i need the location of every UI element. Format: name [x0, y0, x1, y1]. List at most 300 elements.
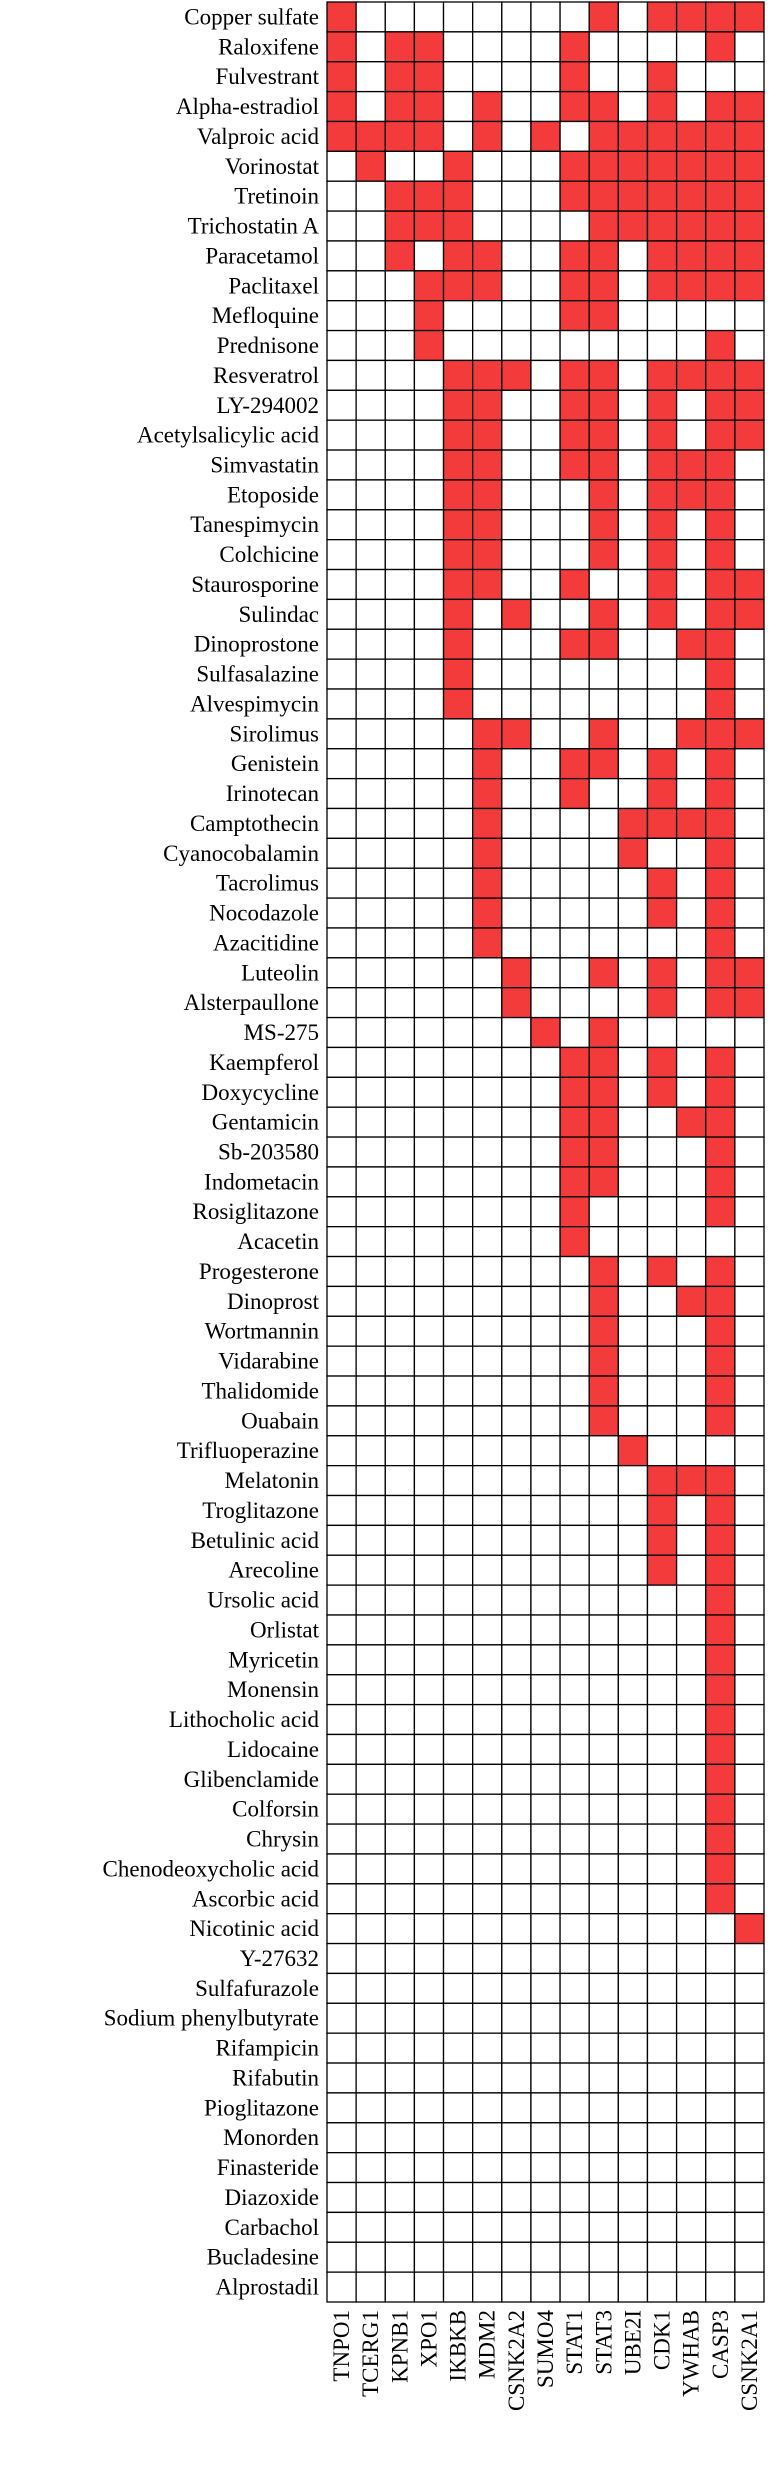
cell-betulinic-acid-ikbkb — [444, 1525, 473, 1555]
cell-colforsin-mdm2 — [473, 1794, 502, 1824]
cell-sirolimus-csnk2a2 — [502, 719, 531, 749]
cell-progesterone-csnk2a2 — [502, 1257, 531, 1287]
cell-paclitaxel-csnk2a2 — [502, 271, 531, 301]
cell-monensin-xpo1 — [414, 1675, 443, 1705]
cell-raloxifene-ywhab — [677, 32, 706, 62]
cell-diazoxide-ikbkb — [444, 2183, 473, 2213]
cell-rosiglitazone-tcerg1 — [356, 1197, 385, 1227]
cell-colforsin-tcerg1 — [356, 1794, 385, 1824]
cell-acacetin-ikbkb — [444, 1227, 473, 1257]
cell-dinoprostone-mdm2 — [473, 629, 502, 659]
cell-kaempferol-sumo4 — [531, 1047, 560, 1077]
cell-finasteride-mdm2 — [473, 2153, 502, 2183]
cell-melatonin-mdm2 — [473, 1466, 502, 1496]
cell-camptothecin-sumo4 — [531, 808, 560, 838]
cell-colforsin-kpnb1 — [385, 1794, 414, 1824]
row-label-camptothecin: Camptothecin — [189, 810, 319, 836]
cell-alprostadil-xpo1 — [414, 2272, 443, 2302]
cell-camptothecin-casp3 — [706, 808, 735, 838]
cell-paracetamol-tnpo1 — [327, 241, 356, 271]
cell-lidocaine-casp3 — [706, 1734, 735, 1764]
cell-sulfafurazole-casp3 — [706, 1973, 735, 2003]
cell-glibenclamide-casp3 — [706, 1764, 735, 1794]
cell-rifabutin-tcerg1 — [356, 2063, 385, 2093]
cell-sirolimus-casp3 — [706, 719, 735, 749]
cell-glibenclamide-ikbkb — [444, 1764, 473, 1794]
cell-alpha-estradiol-casp3 — [706, 92, 735, 122]
cell-tanespimycin-csnk2a1 — [735, 510, 764, 540]
cell-alpha-estradiol-tnpo1 — [327, 92, 356, 122]
cell-alsterpaullone-xpo1 — [414, 988, 443, 1018]
row-label-acetylsalicylic-acid: Acetylsalicylic acid — [136, 422, 319, 448]
column-label-cdk1: CDK1 — [649, 2310, 675, 2371]
cell-thalidomide-mdm2 — [473, 1376, 502, 1406]
cell-ms-275-casp3 — [706, 1018, 735, 1048]
cell-doxycycline-casp3 — [706, 1077, 735, 1107]
cell-ursolic-acid-ywhab — [677, 1585, 706, 1615]
cell-sb-203580-tcerg1 — [356, 1137, 385, 1167]
cell-finasteride-csnk2a1 — [735, 2153, 764, 2183]
cell-colchicine-sumo4 — [531, 540, 560, 570]
cell-kaempferol-tcerg1 — [356, 1047, 385, 1077]
cell-ursolic-acid-kpnb1 — [385, 1585, 414, 1615]
cell-y-27632-tcerg1 — [356, 1944, 385, 1974]
cell-arecoline-csnk2a2 — [502, 1555, 531, 1585]
cell-alvespimycin-ube2i — [618, 689, 647, 719]
cell-dinoprost-stat1 — [560, 1286, 589, 1316]
cell-ursolic-acid-csnk2a1 — [735, 1585, 764, 1615]
cell-camptothecin-ikbkb — [444, 808, 473, 838]
cell-paracetamol-stat1 — [560, 241, 589, 271]
cell-kaempferol-stat1 — [560, 1047, 589, 1077]
cell-paclitaxel-cdk1 — [647, 271, 676, 301]
cell-thalidomide-stat1 — [560, 1376, 589, 1406]
cell-paracetamol-mdm2 — [473, 241, 502, 271]
cell-prednisone-xpo1 — [414, 331, 443, 361]
row-label-finasteride: Finasteride — [216, 2155, 319, 2181]
row-label-fulvestrant: Fulvestrant — [215, 64, 319, 90]
cell-monorden-mdm2 — [473, 2123, 502, 2153]
cell-orlistat-stat3 — [589, 1615, 618, 1645]
row-label-prednisone: Prednisone — [216, 333, 319, 359]
cell-progesterone-mdm2 — [473, 1257, 502, 1287]
cell-trichostatin-a-mdm2 — [473, 211, 502, 241]
cell-y-27632-tnpo1 — [327, 1944, 356, 1974]
cell-indometacin-tcerg1 — [356, 1167, 385, 1197]
row-label-irinotecan: Irinotecan — [225, 781, 319, 807]
cell-tanespimycin-xpo1 — [414, 510, 443, 540]
cell-arecoline-csnk2a1 — [735, 1555, 764, 1585]
row-label-luteolin: Luteolin — [241, 960, 319, 986]
cell-sulfafurazole-stat1 — [560, 1973, 589, 2003]
cell-lidocaine-tcerg1 — [356, 1734, 385, 1764]
cell-carbachol-ikbkb — [444, 2212, 473, 2242]
cell-simvastatin-stat1 — [560, 450, 589, 480]
cell-staurosporine-csnk2a1 — [735, 570, 764, 600]
row-label-mefloquine: Mefloquine — [211, 303, 319, 329]
cell-luteolin-ywhab — [677, 958, 706, 988]
cell-chenodeoxycholic-acid-csnk2a2 — [502, 1854, 531, 1884]
cell-acacetin-tcerg1 — [356, 1227, 385, 1257]
cell-cyanocobalamin-ube2i — [618, 838, 647, 868]
cell-colchicine-tnpo1 — [327, 540, 356, 570]
cell-genistein-tcerg1 — [356, 749, 385, 779]
cell-lithocholic-acid-stat1 — [560, 1705, 589, 1735]
cell-monorden-tcerg1 — [356, 2123, 385, 2153]
cell-sirolimus-sumo4 — [531, 719, 560, 749]
cell-dinoprostone-stat3 — [589, 629, 618, 659]
cell-trichostatin-a-ikbkb — [444, 211, 473, 241]
cell-tacrolimus-mdm2 — [473, 868, 502, 898]
cell-camptothecin-ywhab — [677, 808, 706, 838]
cell-carbachol-ube2i — [618, 2212, 647, 2242]
cell-myricetin-stat3 — [589, 1645, 618, 1675]
cell-orlistat-mdm2 — [473, 1615, 502, 1645]
cell-tanespimycin-cdk1 — [647, 510, 676, 540]
cell-azacitidine-kpnb1 — [385, 928, 414, 958]
cell-sb-203580-tnpo1 — [327, 1137, 356, 1167]
cell-lidocaine-tnpo1 — [327, 1734, 356, 1764]
cell-indometacin-ywhab — [677, 1167, 706, 1197]
cell-fulvestrant-mdm2 — [473, 62, 502, 92]
cell-glibenclamide-cdk1 — [647, 1764, 676, 1794]
cell-prednisone-csnk2a1 — [735, 331, 764, 361]
cell-etoposide-xpo1 — [414, 480, 443, 510]
cell-lidocaine-kpnb1 — [385, 1734, 414, 1764]
cell-luteolin-ikbkb — [444, 958, 473, 988]
cell-thalidomide-sumo4 — [531, 1376, 560, 1406]
cell-raloxifene-kpnb1 — [385, 32, 414, 62]
cell-dinoprost-mdm2 — [473, 1286, 502, 1316]
cell-staurosporine-tcerg1 — [356, 570, 385, 600]
cell-irinotecan-kpnb1 — [385, 779, 414, 809]
cell-dinoprost-ywhab — [677, 1286, 706, 1316]
cell-cyanocobalamin-stat1 — [560, 838, 589, 868]
cell-myricetin-tnpo1 — [327, 1645, 356, 1675]
cell-bucladesine-cdk1 — [647, 2242, 676, 2272]
cell-lithocholic-acid-xpo1 — [414, 1705, 443, 1735]
cell-trifluoperazine-mdm2 — [473, 1436, 502, 1466]
row-label-raloxifene: Raloxifene — [218, 34, 319, 60]
cell-arecoline-ywhab — [677, 1555, 706, 1585]
cell-nocodazole-casp3 — [706, 898, 735, 928]
cell-tacrolimus-csnk2a2 — [502, 868, 531, 898]
cell-gentamicin-ube2i — [618, 1107, 647, 1137]
cell-monorden-xpo1 — [414, 2123, 443, 2153]
cell-trifluoperazine-sumo4 — [531, 1436, 560, 1466]
cell-kaempferol-ywhab — [677, 1047, 706, 1077]
cell-vidarabine-csnk2a2 — [502, 1346, 531, 1376]
cell-resveratrol-kpnb1 — [385, 360, 414, 390]
cell-luteolin-casp3 — [706, 958, 735, 988]
cell-indometacin-stat3 — [589, 1167, 618, 1197]
cell-rifabutin-mdm2 — [473, 2063, 502, 2093]
cell-ascorbic-acid-stat3 — [589, 1884, 618, 1914]
cell-alsterpaullone-ube2i — [618, 988, 647, 1018]
cell-nocodazole-tnpo1 — [327, 898, 356, 928]
row-label-sulfasalazine: Sulfasalazine — [196, 661, 319, 687]
cell-nocodazole-xpo1 — [414, 898, 443, 928]
cell-sulindac-kpnb1 — [385, 599, 414, 629]
cell-alprostadil-stat3 — [589, 2272, 618, 2302]
cell-sirolimus-ikbkb — [444, 719, 473, 749]
cell-acetylsalicylic-acid-mdm2 — [473, 420, 502, 450]
cell-vidarabine-stat3 — [589, 1346, 618, 1376]
cell-prednisone-casp3 — [706, 331, 735, 361]
cell-valproic-acid-casp3 — [706, 121, 735, 151]
cell-etoposide-stat1 — [560, 480, 589, 510]
cell-melatonin-csnk2a2 — [502, 1466, 531, 1496]
cell-valproic-acid-csnk2a1 — [735, 121, 764, 151]
cell-arecoline-sumo4 — [531, 1555, 560, 1585]
cell-raloxifene-xpo1 — [414, 32, 443, 62]
cell-ouabain-ikbkb — [444, 1406, 473, 1436]
cell-acacetin-csnk2a1 — [735, 1227, 764, 1257]
cell-ascorbic-acid-stat1 — [560, 1884, 589, 1914]
column-label-tcerg1: TCERG1 — [358, 2310, 384, 2397]
cell-finasteride-ikbkb — [444, 2153, 473, 2183]
cell-pioglitazone-csnk2a1 — [735, 2093, 764, 2123]
row-label-sodium-phenylbutyrate: Sodium phenylbutyrate — [103, 2005, 319, 2031]
cell-mefloquine-tnpo1 — [327, 301, 356, 331]
cell-acacetin-tnpo1 — [327, 1227, 356, 1257]
cell-mefloquine-stat1 — [560, 301, 589, 331]
cell-thalidomide-casp3 — [706, 1376, 735, 1406]
cell-alsterpaullone-stat3 — [589, 988, 618, 1018]
cell-thalidomide-tnpo1 — [327, 1376, 356, 1406]
cell-chenodeoxycholic-acid-ube2i — [618, 1854, 647, 1884]
cell-finasteride-csnk2a2 — [502, 2153, 531, 2183]
cell-melatonin-ywhab — [677, 1466, 706, 1496]
cell-paracetamol-casp3 — [706, 241, 735, 271]
cell-rifampicin-csnk2a2 — [502, 2033, 531, 2063]
row-label-myricetin: Myricetin — [228, 1647, 319, 1673]
cell-valproic-acid-ikbkb — [444, 121, 473, 151]
cell-trichostatin-a-sumo4 — [531, 211, 560, 241]
cell-ascorbic-acid-cdk1 — [647, 1884, 676, 1914]
cell-diazoxide-csnk2a1 — [735, 2183, 764, 2213]
cell-betulinic-acid-kpnb1 — [385, 1525, 414, 1555]
cell-alprostadil-stat1 — [560, 2272, 589, 2302]
row-label-dinoprostone: Dinoprostone — [193, 631, 319, 657]
cell-diazoxide-mdm2 — [473, 2183, 502, 2213]
cell-dinoprost-sumo4 — [531, 1286, 560, 1316]
cell-myricetin-mdm2 — [473, 1645, 502, 1675]
cell-alprostadil-kpnb1 — [385, 2272, 414, 2302]
cell-raloxifene-ube2i — [618, 32, 647, 62]
cell-alpha-estradiol-stat1 — [560, 92, 589, 122]
cell-tanespimycin-ywhab — [677, 510, 706, 540]
cell-cyanocobalamin-xpo1 — [414, 838, 443, 868]
cell-azacitidine-mdm2 — [473, 928, 502, 958]
cell-sulfafurazole-cdk1 — [647, 1973, 676, 2003]
cell-valproic-acid-kpnb1 — [385, 121, 414, 151]
cell-alprostadil-tnpo1 — [327, 2272, 356, 2302]
cell-lidocaine-xpo1 — [414, 1734, 443, 1764]
cell-sulfasalazine-stat3 — [589, 659, 618, 689]
cell-diazoxide-sumo4 — [531, 2183, 560, 2213]
cell-alpha-estradiol-csnk2a2 — [502, 92, 531, 122]
cell-sulfasalazine-sumo4 — [531, 659, 560, 689]
cell-troglitazone-kpnb1 — [385, 1496, 414, 1526]
row-label-orlistat: Orlistat — [250, 1617, 319, 1643]
cell-ouabain-casp3 — [706, 1406, 735, 1436]
cell-luteolin-csnk2a1 — [735, 958, 764, 988]
cell-ms-275-ube2i — [618, 1018, 647, 1048]
cell-cyanocobalamin-kpnb1 — [385, 838, 414, 868]
cell-fulvestrant-casp3 — [706, 62, 735, 92]
cell-arecoline-xpo1 — [414, 1555, 443, 1585]
cell-trifluoperazine-ywhab — [677, 1436, 706, 1466]
cell-trifluoperazine-kpnb1 — [385, 1436, 414, 1466]
cell-sirolimus-ywhab — [677, 719, 706, 749]
cell-finasteride-kpnb1 — [385, 2153, 414, 2183]
cell-sulfafurazole-ywhab — [677, 1973, 706, 2003]
cell-dinoprostone-casp3 — [706, 629, 735, 659]
cell-lidocaine-ube2i — [618, 1734, 647, 1764]
cell-orlistat-ube2i — [618, 1615, 647, 1645]
cell-irinotecan-tcerg1 — [356, 779, 385, 809]
cell-fulvestrant-sumo4 — [531, 62, 560, 92]
cell-tretinoin-tnpo1 — [327, 181, 356, 211]
cell-dinoprostone-kpnb1 — [385, 629, 414, 659]
cell-sirolimus-cdk1 — [647, 719, 676, 749]
cell-diazoxide-tnpo1 — [327, 2183, 356, 2213]
row-label-chenodeoxycholic-acid: Chenodeoxycholic acid — [102, 1856, 319, 1882]
cell-orlistat-tnpo1 — [327, 1615, 356, 1645]
cell-kaempferol-stat3 — [589, 1047, 618, 1077]
cell-rifabutin-tnpo1 — [327, 2063, 356, 2093]
cell-sulfafurazole-stat3 — [589, 1973, 618, 2003]
cell-tanespimycin-stat3 — [589, 510, 618, 540]
cell-acacetin-csnk2a2 — [502, 1227, 531, 1257]
cell-trichostatin-a-ube2i — [618, 211, 647, 241]
cell-troglitazone-tcerg1 — [356, 1496, 385, 1526]
cell-luteolin-stat3 — [589, 958, 618, 988]
cell-nicotinic-acid-cdk1 — [647, 1914, 676, 1944]
cell-etoposide-tcerg1 — [356, 480, 385, 510]
cell-fulvestrant-tcerg1 — [356, 62, 385, 92]
cell-bucladesine-stat1 — [560, 2242, 589, 2272]
cell-chenodeoxycholic-acid-ywhab — [677, 1854, 706, 1884]
cell-rifabutin-csnk2a1 — [735, 2063, 764, 2093]
cell-bucladesine-stat3 — [589, 2242, 618, 2272]
cell-myricetin-ikbkb — [444, 1645, 473, 1675]
cell-azacitidine-ikbkb — [444, 928, 473, 958]
cell-acacetin-stat3 — [589, 1227, 618, 1257]
cell-wortmannin-stat3 — [589, 1316, 618, 1346]
cell-irinotecan-sumo4 — [531, 779, 560, 809]
cell-rifabutin-stat1 — [560, 2063, 589, 2093]
cell-chenodeoxycholic-acid-sumo4 — [531, 1854, 560, 1884]
cell-chrysin-ikbkb — [444, 1824, 473, 1854]
cell-ms-275-tcerg1 — [356, 1018, 385, 1048]
cell-camptothecin-csnk2a1 — [735, 808, 764, 838]
cell-genistein-ikbkb — [444, 749, 473, 779]
cell-sirolimus-kpnb1 — [385, 719, 414, 749]
cell-ly-294002-mdm2 — [473, 390, 502, 420]
cell-arecoline-tcerg1 — [356, 1555, 385, 1585]
cell-etoposide-kpnb1 — [385, 480, 414, 510]
cell-ascorbic-acid-csnk2a1 — [735, 1884, 764, 1914]
cell-etoposide-casp3 — [706, 480, 735, 510]
cell-y-27632-ywhab — [677, 1944, 706, 1974]
cell-trifluoperazine-tcerg1 — [356, 1436, 385, 1466]
cell-nocodazole-stat1 — [560, 898, 589, 928]
cell-lidocaine-mdm2 — [473, 1734, 502, 1764]
row-label-resveratrol: Resveratrol — [212, 362, 319, 388]
row-label-alsterpaullone: Alsterpaullone — [183, 990, 319, 1016]
cell-genistein-kpnb1 — [385, 749, 414, 779]
cell-pioglitazone-stat3 — [589, 2093, 618, 2123]
row-label-monorden: Monorden — [223, 2125, 319, 2151]
cell-melatonin-kpnb1 — [385, 1466, 414, 1496]
cell-chrysin-sumo4 — [531, 1824, 560, 1854]
cell-irinotecan-mdm2 — [473, 779, 502, 809]
row-label-sulfafurazole: Sulfafurazole — [195, 1975, 319, 2001]
cell-gentamicin-tnpo1 — [327, 1107, 356, 1137]
cell-lithocholic-acid-tcerg1 — [356, 1705, 385, 1735]
cell-ursolic-acid-xpo1 — [414, 1585, 443, 1615]
cell-y-27632-cdk1 — [647, 1944, 676, 1974]
cell-myricetin-kpnb1 — [385, 1645, 414, 1675]
cell-cyanocobalamin-ikbkb — [444, 838, 473, 868]
cell-y-27632-csnk2a2 — [502, 1944, 531, 1974]
cell-colchicine-xpo1 — [414, 540, 443, 570]
cell-ouabain-csnk2a1 — [735, 1406, 764, 1436]
cell-progesterone-cdk1 — [647, 1257, 676, 1287]
cell-indometacin-kpnb1 — [385, 1167, 414, 1197]
cell-nicotinic-acid-casp3 — [706, 1914, 735, 1944]
cell-indometacin-stat1 — [560, 1167, 589, 1197]
cell-simvastatin-tcerg1 — [356, 450, 385, 480]
cell-dinoprost-cdk1 — [647, 1286, 676, 1316]
cell-pioglitazone-xpo1 — [414, 2093, 443, 2123]
cell-nicotinic-acid-ywhab — [677, 1914, 706, 1944]
cell-prednisone-stat1 — [560, 331, 589, 361]
cell-kaempferol-xpo1 — [414, 1047, 443, 1077]
cell-vidarabine-xpo1 — [414, 1346, 443, 1376]
cell-diazoxide-ube2i — [618, 2183, 647, 2213]
cell-valproic-acid-sumo4 — [531, 121, 560, 151]
cell-y-27632-stat3 — [589, 1944, 618, 1974]
cell-ursolic-acid-tcerg1 — [356, 1585, 385, 1615]
cell-orlistat-csnk2a2 — [502, 1615, 531, 1645]
cell-sodium-phenylbutyrate-ube2i — [618, 2003, 647, 2033]
cell-raloxifene-tcerg1 — [356, 32, 385, 62]
cell-doxycycline-stat3 — [589, 1077, 618, 1107]
cell-copper-sulfate-tnpo1 — [327, 2, 356, 32]
cell-camptothecin-tnpo1 — [327, 808, 356, 838]
cell-monensin-cdk1 — [647, 1675, 676, 1705]
cell-ms-275-sumo4 — [531, 1018, 560, 1048]
cell-rosiglitazone-sumo4 — [531, 1197, 560, 1227]
cell-irinotecan-ywhab — [677, 779, 706, 809]
cell-thalidomide-tcerg1 — [356, 1376, 385, 1406]
cell-copper-sulfate-xpo1 — [414, 2, 443, 32]
cell-resveratrol-stat1 — [560, 360, 589, 390]
cell-staurosporine-ywhab — [677, 570, 706, 600]
cell-sulindac-stat1 — [560, 599, 589, 629]
cell-arecoline-stat1 — [560, 1555, 589, 1585]
cell-acetylsalicylic-acid-ube2i — [618, 420, 647, 450]
cell-colforsin-ikbkb — [444, 1794, 473, 1824]
cell-sulfafurazole-kpnb1 — [385, 1973, 414, 2003]
row-label-valproic-acid: Valproic acid — [197, 123, 319, 149]
cell-paracetamol-tcerg1 — [356, 241, 385, 271]
cell-dinoprostone-stat1 — [560, 629, 589, 659]
cell-troglitazone-xpo1 — [414, 1496, 443, 1526]
